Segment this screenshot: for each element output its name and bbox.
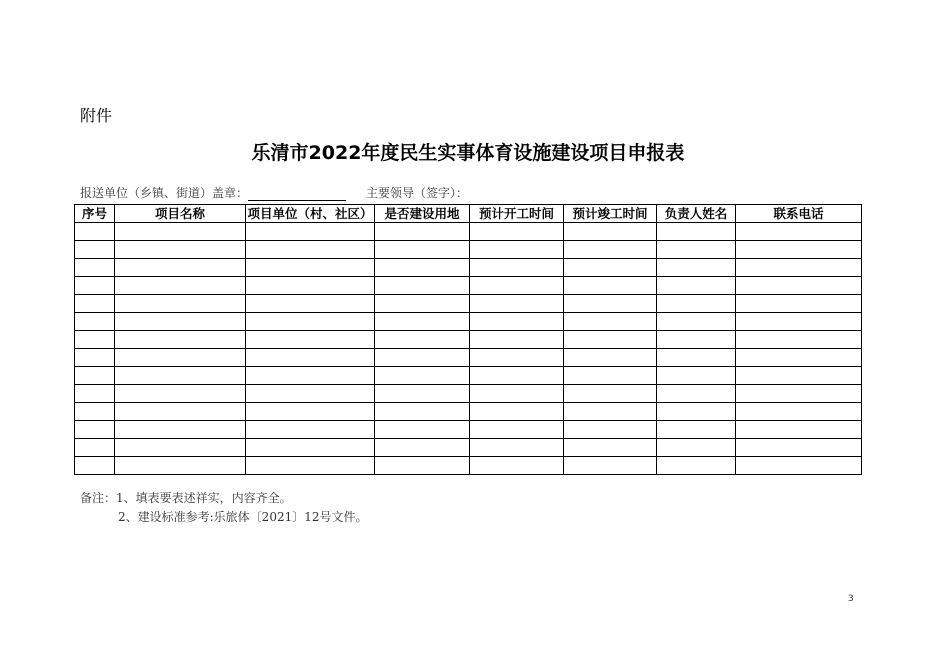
table-cell[interactable] — [246, 259, 375, 277]
table-cell[interactable] — [246, 439, 375, 457]
table-cell[interactable] — [375, 223, 470, 241]
table-cell[interactable] — [564, 403, 657, 421]
table-cell[interactable] — [470, 367, 564, 385]
header-contact-phone: 联系电话 — [736, 205, 862, 223]
leader-signature-label: 主要领导（签字）： — [366, 186, 469, 200]
table-cell[interactable] — [657, 259, 736, 277]
table-cell[interactable] — [75, 223, 115, 241]
table-cell[interactable] — [115, 223, 246, 241]
table-cell[interactable] — [246, 421, 375, 439]
table-cell[interactable] — [115, 367, 246, 385]
table-cell[interactable] — [564, 367, 657, 385]
table-cell[interactable] — [657, 295, 736, 313]
table-cell[interactable] — [470, 295, 564, 313]
table-cell[interactable] — [246, 331, 375, 349]
table-cell[interactable] — [657, 223, 736, 241]
table-cell[interactable] — [115, 439, 246, 457]
table-cell[interactable] — [115, 403, 246, 421]
table-cell[interactable] — [75, 421, 115, 439]
header-serial-number: 序号 — [75, 205, 115, 223]
table-cell[interactable] — [564, 223, 657, 241]
table-cell[interactable] — [657, 403, 736, 421]
table-cell[interactable] — [115, 331, 246, 349]
header-planned-completion: 预计竣工时间 — [564, 205, 657, 223]
table-cell[interactable] — [246, 367, 375, 385]
table-row — [75, 277, 862, 295]
table-cell[interactable] — [564, 259, 657, 277]
table-cell[interactable] — [375, 241, 470, 259]
table-cell[interactable] — [736, 349, 862, 367]
table-row — [75, 439, 862, 457]
table-cell[interactable] — [115, 349, 246, 367]
table-cell[interactable] — [657, 385, 736, 403]
table-cell[interactable] — [736, 259, 862, 277]
reporting-unit-blank — [248, 187, 346, 201]
table-cell[interactable] — [115, 385, 246, 403]
table-row — [75, 403, 862, 421]
table-cell[interactable] — [564, 439, 657, 457]
application-table — [74, 204, 862, 475]
header-planned-start: 预计开工时间 — [470, 205, 564, 223]
table-cell[interactable] — [657, 457, 736, 475]
table-cell[interactable] — [75, 439, 115, 457]
table-cell[interactable] — [657, 331, 736, 349]
table-cell[interactable] — [470, 277, 564, 295]
table-cell[interactable] — [115, 313, 246, 331]
header-person-in-charge: 负责人姓名 — [657, 205, 736, 223]
table-cell[interactable] — [75, 295, 115, 313]
table-cell[interactable] — [470, 385, 564, 403]
reporting-unit-label: 报送单位（乡镇、街道）盖章： — [80, 186, 249, 200]
notes — [80, 489, 368, 527]
table-row — [75, 241, 862, 259]
table-cell[interactable] — [246, 277, 375, 295]
table-cell[interactable] — [115, 241, 246, 259]
table-cell[interactable] — [736, 331, 862, 349]
table-cell[interactable] — [657, 349, 736, 367]
table-cell[interactable] — [246, 457, 375, 475]
table-cell[interactable] — [375, 367, 470, 385]
note-line-2: 2、建设标准参考:乐旅体〔2021〕12号文件。 — [118, 510, 368, 524]
table-cell[interactable] — [470, 241, 564, 259]
table-cell[interactable] — [736, 223, 862, 241]
table-cell[interactable] — [657, 241, 736, 259]
table-row — [75, 259, 862, 277]
table-cell[interactable] — [564, 313, 657, 331]
table-cell[interactable] — [736, 313, 862, 331]
table-cell[interactable] — [75, 457, 115, 475]
table-cell[interactable] — [470, 331, 564, 349]
table-cell[interactable] — [115, 259, 246, 277]
table-cell[interactable] — [564, 385, 657, 403]
table-cell[interactable] — [246, 295, 375, 313]
table-cell[interactable] — [75, 277, 115, 295]
table-cell[interactable] — [75, 259, 115, 277]
header-project-unit: 项目单位（村、社区） — [247, 205, 373, 221]
table-cell[interactable] — [75, 349, 115, 367]
note-line-1: 备注：1、填表要表述祥实，内容齐全。 — [80, 491, 292, 505]
table-row — [75, 457, 862, 475]
table-cell[interactable] — [75, 241, 115, 259]
table-cell[interactable] — [115, 295, 246, 313]
table-cell[interactable] — [736, 439, 862, 457]
meta-line — [80, 185, 468, 201]
table-cell[interactable] — [375, 457, 470, 475]
table-cell[interactable] — [736, 295, 862, 313]
table-cell[interactable] — [375, 349, 470, 367]
table-body — [75, 223, 862, 475]
form-title: 乐清市2022年度民生实事体育设施建设项目申报表 — [251, 142, 685, 164]
table-cell[interactable] — [75, 313, 115, 331]
table-cell[interactable] — [470, 223, 564, 241]
table-cell[interactable] — [375, 331, 470, 349]
table-cell[interactable] — [736, 277, 862, 295]
table-row — [75, 313, 862, 331]
header-project-name: 项目名称 — [115, 205, 246, 223]
table-cell[interactable] — [75, 385, 115, 403]
table-cell[interactable] — [75, 367, 115, 385]
attachment-label: 附件 — [80, 106, 113, 125]
table-cell[interactable] — [246, 385, 375, 403]
table-cell[interactable] — [375, 439, 470, 457]
table-cell[interactable] — [375, 313, 470, 331]
table-cell[interactable] — [470, 457, 564, 475]
table-cell[interactable] — [657, 313, 736, 331]
table-cell[interactable] — [564, 277, 657, 295]
table-cell[interactable] — [470, 349, 564, 367]
header-construction-land: 是否建设用地 — [375, 205, 470, 223]
table-cell[interactable] — [470, 421, 564, 439]
table-cell[interactable] — [375, 259, 470, 277]
table-cell[interactable] — [736, 403, 862, 421]
table-cell[interactable] — [470, 313, 564, 331]
table-cell[interactable] — [246, 349, 375, 367]
table-cell[interactable] — [246, 241, 375, 259]
table-cell[interactable] — [564, 331, 657, 349]
table-cell[interactable] — [375, 385, 470, 403]
table-row — [75, 223, 862, 241]
table-cell[interactable] — [736, 241, 862, 259]
table-cell[interactable] — [736, 457, 862, 475]
table-cell[interactable] — [470, 439, 564, 457]
table-cell[interactable] — [564, 349, 657, 367]
table-cell[interactable] — [564, 421, 657, 439]
table-cell[interactable] — [115, 421, 246, 439]
table-cell[interactable] — [375, 295, 470, 313]
table-cell[interactable] — [470, 403, 564, 421]
table-cell[interactable] — [657, 367, 736, 385]
table-cell[interactable] — [115, 457, 246, 475]
table-cell[interactable] — [564, 295, 657, 313]
page-number: 3 — [848, 594, 854, 604]
table-cell[interactable] — [75, 403, 115, 421]
table-cell[interactable] — [470, 259, 564, 277]
table-cell[interactable] — [736, 385, 862, 403]
table-cell[interactable] — [246, 313, 375, 331]
table-cell[interactable] — [657, 277, 736, 295]
table-cell[interactable] — [246, 223, 375, 241]
table-cell[interactable] — [657, 439, 736, 457]
table-header-row — [75, 205, 862, 223]
table-cell[interactable] — [246, 403, 375, 421]
table-cell[interactable] — [564, 457, 657, 475]
table-row — [75, 385, 862, 403]
table-row — [75, 349, 862, 367]
table-cell[interactable] — [115, 277, 246, 295]
table-row — [75, 421, 862, 439]
table-row — [75, 295, 862, 313]
table-cell[interactable] — [564, 241, 657, 259]
table-cell[interactable] — [375, 421, 470, 439]
table-cell[interactable] — [375, 403, 470, 421]
table-row — [75, 367, 862, 385]
table-cell[interactable] — [75, 331, 115, 349]
table-row — [75, 331, 862, 349]
table-cell[interactable] — [657, 421, 736, 439]
table-cell[interactable] — [736, 421, 862, 439]
table-cell[interactable] — [736, 367, 862, 385]
table-cell[interactable] — [375, 277, 470, 295]
